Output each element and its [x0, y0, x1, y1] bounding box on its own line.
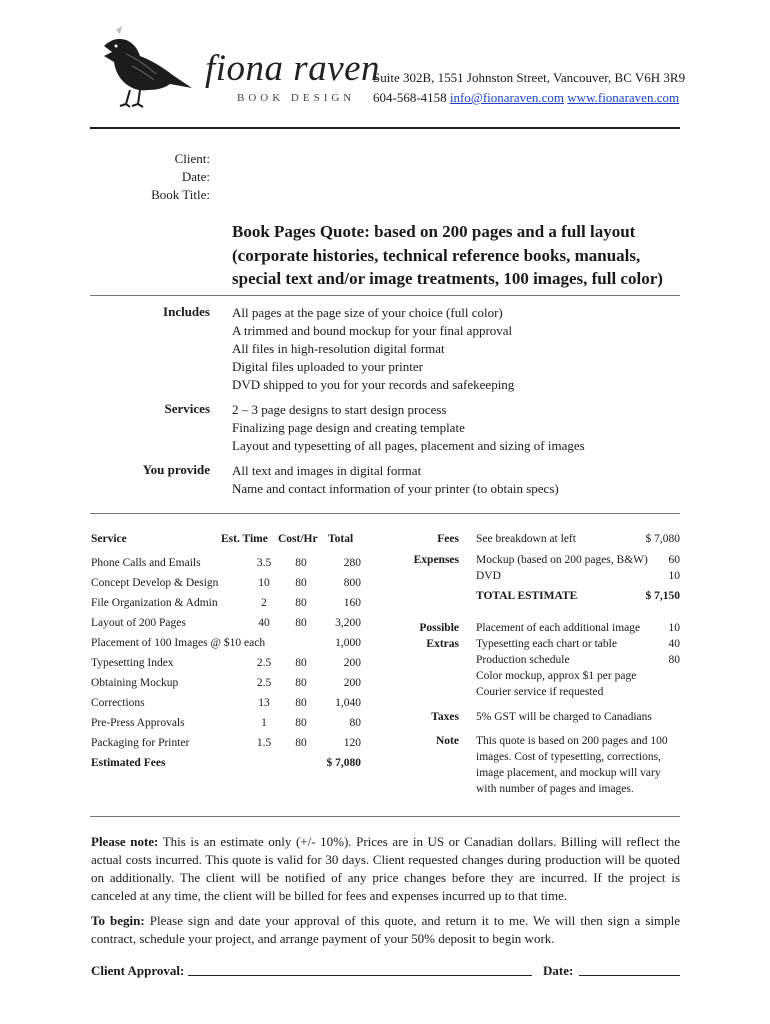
- fees-label: Fees: [437, 533, 459, 545]
- extra-item: Typesetting each chart or table: [476, 638, 617, 650]
- service-cell: Layout of 200 Pages: [91, 617, 186, 629]
- table-header-time: Est. Time: [221, 533, 268, 545]
- note-label: Note: [436, 735, 459, 747]
- rate-cell: 80: [295, 577, 307, 589]
- bottom-divider: [90, 816, 680, 817]
- services-label: Services: [164, 401, 210, 416]
- expense-value: 10: [668, 570, 680, 582]
- total-cell: 3,200: [335, 617, 361, 629]
- estimated-fees-row: [91, 757, 361, 777]
- fees-value: $ 7,080: [645, 533, 680, 545]
- list-item: Finalizing page design and creating template: [232, 420, 465, 435]
- raven-logo-icon: [96, 26, 196, 108]
- please-note-text: This is an estimate only (+/- 10%). Prices are in US or Canadian dollars. Billing will reflect the actual costs incurred. This quote is valid for 30 days. Client requested changes during production will be quoted on additionally. The client will be notified of any price changes before they are incurred. If the project is canceled at any time, the client will be billed for fees and expenses incurred up to that time.: [91, 834, 680, 903]
- section-divider: [90, 513, 680, 514]
- estimated-fees-label: Estimated Fees: [91, 757, 166, 769]
- you-provide-list: [232, 462, 559, 498]
- expenses-label: Expenses: [413, 554, 459, 566]
- service-cell: Typesetting Index: [91, 657, 174, 669]
- expenses-values: [610, 552, 680, 584]
- client-label: Client:: [174, 151, 210, 166]
- total-cell: 80: [349, 717, 361, 729]
- total-cell: 280: [343, 557, 361, 569]
- table-row: [91, 577, 361, 597]
- title-divider: [90, 295, 680, 296]
- rate-cell: 80: [295, 737, 307, 749]
- note-text: This quote is based on 200 pages and 100 images. Cost of typesetting, corrections, image placement, and mockup will vary with number of pages and images.: [476, 735, 668, 795]
- please-note-label: Please note:: [91, 834, 159, 849]
- to-begin-label: To begin:: [91, 913, 145, 928]
- contact-line: [373, 90, 679, 106]
- time-cell: 3.5: [256, 557, 272, 569]
- includes-label: Includes: [163, 304, 210, 319]
- website-link[interactable]: www.fionaraven.com: [567, 90, 680, 105]
- expense-item: Mockup (based on 200 pages, B&W): [476, 554, 648, 566]
- please-note-paragraph: [91, 833, 680, 905]
- total-cell: 120: [343, 737, 361, 749]
- table-row: [91, 637, 361, 657]
- list-item: 2 – 3 page designs to start design process: [232, 402, 447, 417]
- table-row: [91, 717, 361, 737]
- service-cell: Concept Develop & Design: [91, 577, 219, 589]
- table-row: [91, 677, 361, 697]
- client-approval-label: Client Approval:: [91, 963, 185, 978]
- list-item: A trimmed and bound mockup for your final approval: [232, 323, 513, 338]
- table-row: [91, 737, 361, 757]
- extra-value: 40: [668, 638, 680, 650]
- possible-extras-label: Possible Extras: [419, 622, 459, 650]
- expense-item: DVD: [476, 570, 501, 582]
- brand-tagline: BOOK DESIGN: [237, 92, 356, 104]
- table-row: [91, 617, 361, 637]
- book-title-label: Book Title:: [151, 187, 210, 202]
- extra-item: Courier service if requested: [476, 686, 604, 698]
- to-begin-paragraph: [91, 912, 680, 948]
- approval-date-line[interactable]: [579, 975, 680, 976]
- extras-values: [610, 620, 680, 668]
- time-cell: 1: [261, 717, 267, 729]
- table-row: [91, 697, 361, 717]
- time-cell: 2.5: [256, 657, 272, 669]
- table-header-total: Total: [328, 533, 354, 545]
- brand-name: fiona raven: [205, 48, 381, 89]
- list-item: All files in high-resolution digital format: [232, 341, 445, 356]
- header-divider: [90, 127, 680, 129]
- service-cell: Placement of 100 Images @ $10 each: [91, 637, 266, 649]
- total-estimate-label: TOTAL ESTIMATE: [476, 590, 578, 602]
- rate-cell: 80: [295, 717, 307, 729]
- table-header-rate: Cost/Hr: [278, 533, 318, 545]
- service-cell: Packaging for Printer: [91, 737, 190, 749]
- rate-cell: 80: [295, 617, 307, 629]
- table-header-service: Service: [91, 533, 127, 545]
- list-item: All text and images in digital format: [232, 463, 422, 478]
- list-item: Layout and typesetting of all pages, placement and sizing of images: [232, 438, 585, 453]
- table-row: [91, 597, 361, 617]
- list-item: Digital files uploaded to your printer: [232, 359, 423, 374]
- service-cell: Obtaining Mockup: [91, 677, 179, 689]
- total-cell: 200: [343, 657, 361, 669]
- table-row: [91, 557, 361, 577]
- rate-cell: 80: [295, 657, 307, 669]
- rate-cell: 80: [295, 597, 307, 609]
- estimated-fees-value: $ 7,080: [326, 757, 361, 769]
- service-cell: Corrections: [91, 697, 145, 709]
- rate-cell: 80: [295, 557, 307, 569]
- you-provide-label: You provide: [142, 462, 210, 477]
- client-signature-line[interactable]: [188, 975, 532, 976]
- to-begin-text: Please sign and date your approval of this quote, and return it to me. We will then sign a simple contract, schedule your project, and arrange payment of your 50% deposit to begin work.: [91, 913, 680, 946]
- extra-value: 80: [668, 654, 680, 666]
- total-cell: 800: [343, 577, 361, 589]
- time-cell: 1.5: [256, 737, 272, 749]
- time-cell: 2: [261, 597, 267, 609]
- time-cell: 2.5: [256, 677, 272, 689]
- total-estimate-value: $ 7,150: [645, 590, 680, 602]
- studio-address: Suite 302B, 1551 Johnston Street, Vancouver, BC V6H 3R9: [373, 70, 686, 85]
- extra-item: Placement of each additional image: [476, 622, 641, 634]
- total-cell: 1,000: [335, 637, 361, 649]
- table-row: [91, 657, 361, 677]
- expense-value: 60: [668, 554, 680, 566]
- extra-item: Production schedule: [476, 654, 570, 666]
- approval-date-label: Date:: [543, 963, 574, 978]
- total-cell: 200: [343, 677, 361, 689]
- list-item: Name and contact information of your printer (to obtain specs): [232, 481, 559, 496]
- rate-cell: 80: [295, 677, 307, 689]
- includes-list: [232, 304, 514, 394]
- taxes-label: Taxes: [431, 711, 459, 723]
- page-title: Book Pages Quote: based on 200 pages and a full layout (corporate histories, technical reference books, manuals, special text and/or image treatments, 100 images, full color): [232, 222, 663, 288]
- list-item: DVD shipped to you for your records and safekeeping: [232, 377, 515, 392]
- taxes-text: 5% GST will be charged to Canadians: [476, 711, 652, 723]
- time-cell: 40: [258, 617, 270, 629]
- rate-cell: 80: [295, 697, 307, 709]
- total-cell: 1,040: [335, 697, 361, 709]
- email-link[interactable]: info@fionaraven.com: [449, 90, 565, 105]
- list-item: All pages at the page size of your choice (full color): [232, 305, 503, 320]
- service-cell: File Organization & Admin: [91, 597, 218, 609]
- extra-value: 10: [668, 622, 680, 634]
- phone-number: 604-568-4158: [373, 90, 447, 105]
- service-cell: Pre-Press Approvals: [91, 717, 185, 729]
- time-cell: 10: [258, 577, 270, 589]
- time-cell: 13: [258, 697, 270, 709]
- service-cell: Phone Calls and Emails: [91, 557, 201, 569]
- total-cell: 160: [343, 597, 361, 609]
- date-label: Date:: [181, 169, 210, 184]
- services-list: [232, 401, 585, 455]
- extra-item: Color mockup, approx $1 per page: [476, 670, 637, 682]
- fees-text: See breakdown at left: [476, 533, 576, 545]
